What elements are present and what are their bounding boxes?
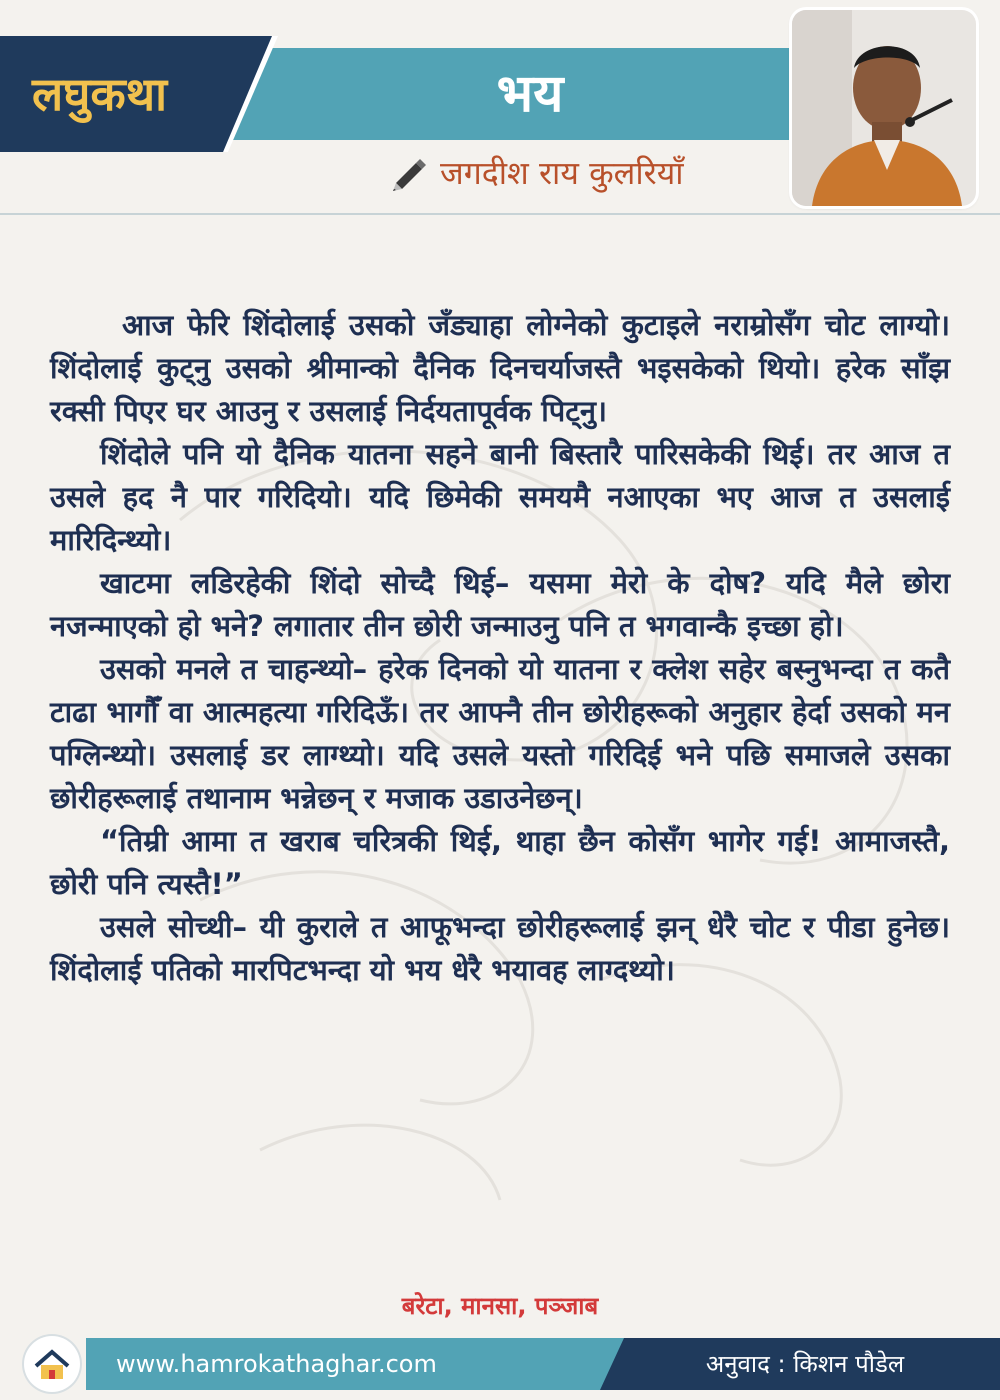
story-paragraph: उसले सोच्थी– यी कुराले त आफूभन्दा छोरीहरूलाई झन् धेरै चोट र पीडा हुनेछ। शिंदोलाई पतिको मारपिटभन्दा यो भय धेरै भयावह लाग्दथ्यो। — [50, 910, 950, 987]
story-body — [50, 304, 950, 992]
author-line — [390, 150, 684, 196]
author-name: जगदीश राय कुलरियाँ — [440, 154, 684, 192]
genre-label: लघुकथा — [32, 67, 168, 121]
story-title: भय — [496, 64, 564, 124]
author-location: बरेटा, मानसा, पञ्जाब — [401, 1292, 599, 1320]
story-paragraph: शिंदोले पनि यो दैनिक यातना सहने बानी बिस्तारै पारिसकेकी थिई। तर आज त उसले हद नै पार गरिदियो। यदि छिमेकी समयमै नआएका भए आज त उसलाई मारिदिन्थ्यो। — [50, 437, 950, 557]
house-logo-icon — [24, 1336, 80, 1392]
author-portrait-icon — [792, 10, 976, 206]
translator-credit: अनुवाद : किशन पौडेल — [705, 1350, 905, 1378]
story-paragraph: आज फेरि शिंदोलाई उसको जँड्याहा लोग्नेको कुटाइले नराम्रोसँग चोट लाग्यो। शिंदोलाई कुट्नु उसको श्रीमान्को दैनिक दिनचर्याजस्तै भइसकेको थियो। हरेक साँझ रक्सी पिएर घर आउनु र उसलाई निर्दयतापूर्वक पिट्नु। — [50, 308, 950, 428]
author-photo — [792, 10, 976, 206]
pen-icon — [390, 153, 430, 193]
story-paragraph: खाटमा लडिरहेकी शिंदो सोच्दै थिई– यसमा मेरो के दोष? यदि मैले छोरा नजन्माएको हो भने? लगातार तीन छोरी जन्माउनु पनि त भगवान्कै इच्छा हो। — [50, 566, 950, 643]
story-paragraph: “तिम्री आमा त खराब चरित्रकी थिई, थाहा छैन कोसँग भागेर गई! आमाजस्तै, छोरी पनि त्यस्तै!” — [50, 824, 950, 901]
story-paragraph: उसको मनले त चाहन्थ्यो– हरेक दिनको यो यातना र क्लेश सहेर बस्नुभन्दा त कतै टाढा भागौँ वा आत्महत्या गरिदिऊँ। तर आफ्नै तीन छोरीहरूको अनुहार हेर्दा उसको मन पग्लिन्थ्यो। उसलाई डर लाग्थ्यो। यदि उसले यस्तो गरिदिई भने पछि समाजले उसका छोरीहरूलाई तथानाम भन्नेछन् र मजाक उडाउनेछन्। — [50, 652, 950, 815]
header-divider — [0, 213, 1000, 215]
website-link[interactable]: www.hamrokathaghar.com — [116, 1350, 437, 1378]
